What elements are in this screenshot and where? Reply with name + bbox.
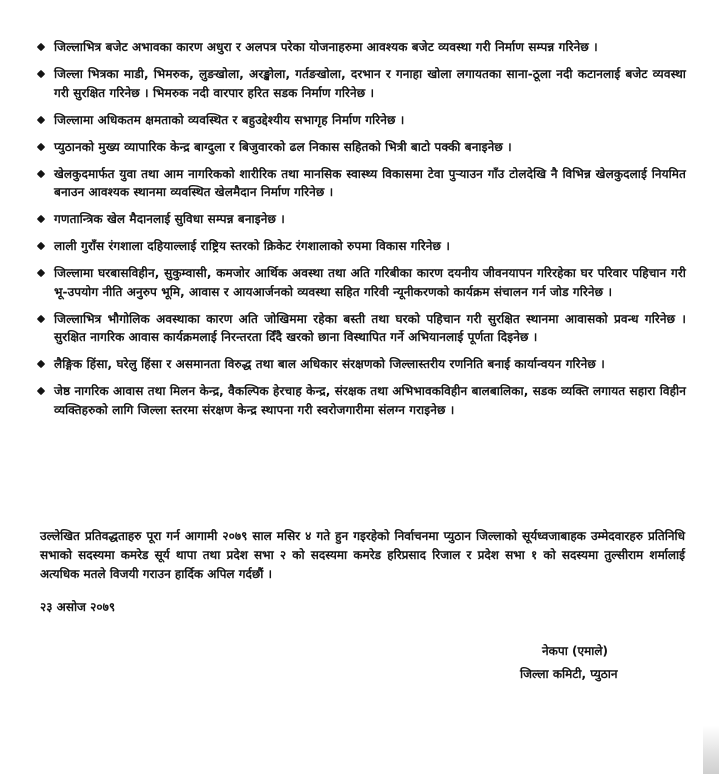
list-item-text: खेलकुदमार्फत युवा तथा आम नागरिकको शारीरिक तथा मानसिक स्वास्थ्य विकासमा टेवा पुर्‍याउन गाँउ टोलदेखि नै विभिन्न खेलकुदलाई नियमित बनाउन आवश्यक स्थानमा व्यवस्थित खेलमैदान निर्माण गरिनेछ । (54, 166, 686, 199)
list-item (38, 310, 686, 347)
bullet-icon (37, 242, 45, 250)
bullet-icon (37, 387, 45, 395)
list-item-text: जिल्लाभित्र बजेट अभावका कारण अधुरा र अलपत्र परेका योजनाहरुमा आवश्यक बजेट व्यवस्था गरी निर्माण सम्पन्न गरिनेछ । (54, 40, 598, 54)
commitment-list (38, 38, 686, 428)
bullet-icon (37, 215, 45, 223)
list-item-text: जिल्ला भित्रका माडी, भिमरुक, लुङखोला, अरङ्खोला, गर्तङखोला, दरभान र गनाहा खोला लगायतका साना-ठूला नदी कटानलाई बजेट व्यवस्था गरी सुरक्षित गरिनेछ । भिमरुक नदी वारपार हरित सडक निर्माण गरिनेछ । (54, 67, 686, 100)
list-item-text: गणतान्त्रिक खेल मैदानलाई सुविधा सम्पन्न बनाइनेछ । (54, 212, 285, 226)
list-item (38, 38, 686, 57)
bullet-icon (37, 314, 45, 322)
closing-appeal: उल्लेखित प्रतिवद्धताहरु पूरा गर्न आगामी २०७९ साल मसिर ४ गते हुन गइरहेको निर्वाचनमा प्युठान जिल्लाको सूर्यध्वजाबाहक उम्मेदवारहरु प्रतिनिधि सभाको सदस्यमा कमरेड सूर्य थापा तथा प्रदेश सभा २ को सदस्यमा कमरेड हरिप्रसाद रिजाल र प्रदेश सभा १ को सदस्यमा तुल्सीराम शर्मालाई अत्यधिक मतले विजयी गराउन हार्दिक अपिल गर्दछौं । (40, 529, 685, 581)
signature-committee: जिल्ला कमिटी, प्युठान (520, 667, 618, 681)
bullet-icon (37, 269, 45, 277)
bullet-icon (37, 115, 45, 123)
signature-party: नेकपा (एमाले) (542, 644, 609, 658)
list-item-text: जेष्ठ नागरिक आवास तथा मिलन केन्द्र, वैकल्पिक हेरचाह केन्द्र, संरक्षक तथा अभिभावकविहीन बालबालिका, सडक व्यक्ति लगायत सहारा विहीन व्यक्तिहरुको लागि जिल्ला स्तरमा संरक्षण केन्द्र स्थापना गरी स्वरोजगारीमा संलग्न गराइनेछ । (54, 384, 686, 417)
list-item (38, 237, 686, 256)
bullet-icon (37, 43, 45, 51)
list-item (38, 111, 686, 130)
list-item-text: प्युठानको मुख्य व्यापारिक केन्द्र बाग्दुला र बिजुवारको ढल निकास सहितको भित्री बाटो पक्की बनाइनेछ । (54, 139, 512, 154)
list-item-text: जिल्लाभित्र भौगोलिक अवस्थाका कारण अति जोखिममा रहेका बस्ती तथा घरको पहिचान गरी सुरक्षित स्थानमा आवासको प्रवन्ध गरिनेछ । सुरक्षित नागरिक आवास कार्यक्रमलाई निरन्तरता दिँदै खरको छाना विस्थापित गर्ने अभियानलाई पूर्णता दिइनेछ । (54, 311, 686, 344)
list-item-text: जिल्लामा अधिकतम क्षमताको व्यवस्थित र बहुउद्देश्यीय सभागृह निर्माण गरिनेछ । (54, 112, 405, 127)
bullet-icon (37, 70, 45, 78)
list-item-text: जिल्लामा घरबासविहीन, सुकुम्वासी, कमजोर आर्थिक अवस्था तथा अति गरिबीका कारण दयनीय जीवनयापन गरिरहेका घर परिवार पहिचान गरी भू-उपयोग नीति अनुरुप भूमि, आवास र आयआर्जनको व्यवस्था सहित गरिवी न्यूनीकरणको कार्यक्रम संचालन गर्न जोड गरिनेछ । (54, 266, 686, 299)
list-item (38, 264, 686, 301)
bullet-icon (37, 169, 45, 177)
list-item (38, 138, 686, 157)
list-item (38, 65, 686, 102)
bullet-icon (37, 142, 45, 150)
page-edge-shadow (703, 726, 719, 774)
bullet-icon (37, 360, 45, 368)
list-item-text: लाली गुराँस रंगशाला दहियाल्लाई राष्ट्रिय स्तरको क्रिकेट रंगशालाको रुपमा विकास गरिनेछ । (54, 239, 450, 253)
list-item (38, 210, 686, 229)
list-item (38, 355, 686, 374)
list-item (38, 382, 686, 419)
list-item (38, 165, 686, 202)
signature-block (520, 640, 680, 686)
document-date: २३ असोज २०७९ (40, 600, 116, 614)
list-item-text: लैङ्गिक हिंसा, घरेलु हिंसा र असमानता विरुद्ध तथा बाल अधिकार संरक्षणको जिल्लास्तरीय रणनिति बनाई कार्यान्वयन गरिनेछ । (54, 357, 605, 371)
